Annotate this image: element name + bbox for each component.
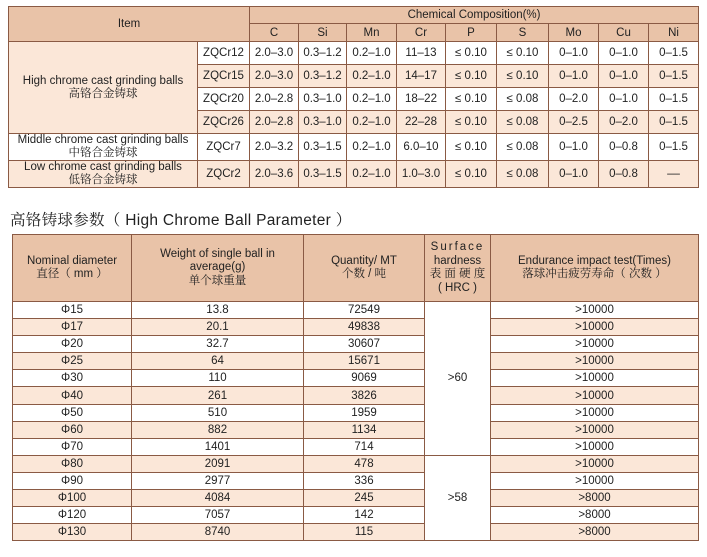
impact-cell: >10000 [491,421,699,438]
grade-group-cell [9,134,198,161]
composition-value: 0.2–1.0 [347,161,397,188]
impact-cell: >10000 [491,404,699,421]
composition-value: ≤ 0.10 [446,161,497,188]
quantity-cell: 15671 [304,353,425,370]
weight-cell: 261 [132,387,304,404]
composition-value: 0–1.0 [599,88,649,111]
weight-cell: 64 [132,353,304,370]
ball-row [13,472,699,489]
ball-row [13,524,699,541]
ball-row [13,404,699,421]
ball-row [13,455,699,472]
weight-cell: 882 [132,421,304,438]
quantity-cell: 30607 [304,336,425,353]
composition-value: 2.0–3.0 [250,42,299,65]
composition-value: ≤ 0.10 [446,88,497,111]
diameter-cell: Φ60 [13,421,132,438]
element-header: P [446,24,497,42]
hardness-header-unit: ( HRC ) [438,281,477,294]
composition-value: ≤ 0.08 [497,134,549,161]
composition-value: 0–0.8 [599,134,649,161]
composition-value: 0–1.0 [549,65,599,88]
weight-header [132,235,304,302]
grade-code: ZQCr7 [198,134,250,161]
composition-value: 2.0–3.2 [250,134,299,161]
ball-row [13,438,699,455]
diameter-cell: Φ25 [13,353,132,370]
grade-code: ZQCr12 [198,42,250,65]
quantity-header-cn: 个数 / 吨 [341,268,387,280]
hardness-header-en-2: hardness [433,254,482,267]
composition-row [9,134,699,161]
quantity-cell: 478 [304,455,425,472]
weight-cell: 32.7 [132,336,304,353]
composition-value: ≤ 0.10 [497,42,549,65]
grade-group-name-cn: 高铬合金铸球 [68,87,138,100]
weight-cell: 2091 [132,455,304,472]
impact-cell: >10000 [491,472,699,489]
composition-value: 0–1.5 [649,65,699,88]
impact-cell: >8000 [491,490,699,507]
weight-cell: 8740 [132,524,304,541]
grade-group-cell [9,161,198,188]
composition-value: 2.0–2.8 [250,111,299,134]
grade-code: ZQCr2 [198,161,250,188]
impact-cell: >10000 [491,370,699,387]
composition-value: ≤ 0.08 [497,88,549,111]
diameter-cell: Φ70 [13,438,132,455]
impact-header [491,235,699,302]
composition-value: ≤ 0.10 [446,42,497,65]
composition-value: 0–1.5 [649,42,699,65]
composition-value: 0.3–1.0 [299,88,347,111]
quantity-header-en: Quantity/ MT [331,254,397,267]
quantity-cell: 72549 [304,302,425,319]
hardness-header-en-1: Surface [430,241,485,253]
ball-row [13,319,699,336]
composition-value: 0–1.5 [649,134,699,161]
composition-value: ≤ 0.10 [446,134,497,161]
composition-value: 2.0–3.6 [250,161,299,188]
impact-cell: >10000 [491,353,699,370]
impact-cell: >10000 [491,438,699,455]
composition-value: 0.2–1.0 [347,88,397,111]
composition-value: ≤ 0.08 [497,161,549,188]
composition-value: ≤ 0.10 [446,111,497,134]
chemical-composition-table [8,6,699,188]
quantity-cell: 1134 [304,421,425,438]
diameter-header [13,235,132,302]
quantity-header [304,235,425,302]
grade-group-name-cn: 低铬合金铸球 [68,174,138,186]
impact-cell: >8000 [491,524,699,541]
composition-value: 0.2–1.0 [347,134,397,161]
impact-cell: >10000 [491,387,699,404]
diameter-cell: Φ130 [13,524,132,541]
quantity-cell: 336 [304,472,425,489]
impact-header-cn: 落球冲击疲劳寿命（ 次数 ） [522,268,667,280]
hardness-header [425,235,491,302]
weight-header-cn: 单个球重量 [188,274,247,287]
composition-value: 0.3–1.2 [299,42,347,65]
element-header: Ni [649,24,699,42]
weight-cell: 13.8 [132,302,304,319]
grade-group-cell [9,42,198,134]
weight-cell: 4084 [132,490,304,507]
hardness-cell: >58 [425,455,491,540]
ball-row [13,336,699,353]
grade-code: ZQCr26 [198,111,250,134]
composition-value: 0.3–1.0 [299,111,347,134]
element-header: Cu [599,24,649,42]
weight-header-en: Weight of single ball in average(g) [160,247,275,274]
quantity-cell: 1959 [304,404,425,421]
grade-code: ZQCr20 [198,88,250,111]
diameter-cell: Φ120 [13,507,132,524]
impact-header-en: Endurance impact test(Times) [518,254,671,267]
composition-value: 0–1.0 [549,42,599,65]
grade-code: ZQCr15 [198,65,250,88]
quantity-cell: 49838 [304,319,425,336]
composition-value: 22–28 [397,111,446,134]
ball-row [13,421,699,438]
hardness-header-cn: 表 面 硬 度 [429,268,486,280]
composition-value: 11–13 [397,42,446,65]
composition-value: ≤ 0.10 [446,65,497,88]
element-header: Si [299,24,347,42]
ball-row [13,490,699,507]
weight-cell: 1401 [132,438,304,455]
element-header: Mn [347,24,397,42]
ball-row [13,302,699,319]
diameter-cell: Φ17 [13,319,132,336]
grade-group-name-en: Middle chrome cast grinding balls [17,134,189,146]
composition-value: –– [649,161,699,188]
chemical-composition-header: Chemical Composition(%) [250,7,699,24]
ball-row [13,353,699,370]
composition-value: 0.2–1.0 [347,111,397,134]
ball-parameter-table [12,234,699,541]
weight-cell: 510 [132,404,304,421]
quantity-cell: 142 [304,507,425,524]
ball-row [13,370,699,387]
composition-value: 0.3–1.2 [299,65,347,88]
composition-value: 14–17 [397,65,446,88]
diameter-cell: Φ80 [13,455,132,472]
composition-row [9,42,699,65]
impact-cell: >10000 [491,319,699,336]
composition-value: 0–2.0 [549,88,599,111]
impact-cell: >10000 [491,336,699,353]
element-header: Cr [397,24,446,42]
composition-value: 0–1.0 [549,134,599,161]
quantity-cell: 714 [304,438,425,455]
diameter-cell: Φ90 [13,472,132,489]
composition-value: ≤ 0.10 [497,65,549,88]
composition-value: 0–2.5 [549,111,599,134]
diameter-cell: Φ15 [13,302,132,319]
composition-value: 6.0–10 [397,134,446,161]
weight-cell: 2977 [132,472,304,489]
element-header: C [250,24,299,42]
section-title: 高铬铸球参数（ High Chrome Ball Parameter ） [10,212,352,229]
composition-value: 0–0.8 [599,161,649,188]
ball-row [13,387,699,404]
composition-value: 2.0–3.0 [250,65,299,88]
quantity-cell: 3826 [304,387,425,404]
element-header: S [497,24,549,42]
diameter-cell: Φ20 [13,336,132,353]
quantity-cell: 115 [304,524,425,541]
hardness-cell: >60 [425,302,491,456]
composition-value: 2.0–2.8 [250,88,299,111]
weight-cell: 7057 [132,507,304,524]
grade-group-name-en: High chrome cast grinding balls [22,74,184,87]
impact-cell: >10000 [491,302,699,319]
diameter-cell: Φ40 [13,387,132,404]
diameter-cell: Φ50 [13,404,132,421]
composition-value: 0.3–1.5 [299,161,347,188]
composition-value: ≤ 0.08 [497,111,549,134]
composition-value: 1.0–3.0 [397,161,446,188]
composition-value: 0–1.0 [599,42,649,65]
composition-value: 0.2–1.0 [347,42,397,65]
grade-group-name-en: Low chrome cast grinding balls [24,161,182,173]
diameter-cell: Φ100 [13,490,132,507]
composition-value: 0–1.5 [649,88,699,111]
grade-group-name-cn: 中铬合金铸球 [68,147,138,159]
weight-cell: 110 [132,370,304,387]
composition-value: 0.3–1.5 [299,134,347,161]
composition-row [9,161,699,188]
composition-value: 18–22 [397,88,446,111]
composition-value: 0–1.0 [599,65,649,88]
impact-cell: >10000 [491,455,699,472]
item-header: Item [9,7,250,42]
element-header: Mo [549,24,599,42]
ball-row [13,507,699,524]
impact-cell: >8000 [491,507,699,524]
diameter-cell: Φ30 [13,370,132,387]
quantity-cell: 9069 [304,370,425,387]
diameter-header-cn: 直径（ mm ） [36,268,108,280]
composition-value: 0–2.0 [599,111,649,134]
composition-value: 0–1.5 [649,111,699,134]
composition-value: 0.2–1.0 [347,65,397,88]
quantity-cell: 245 [304,490,425,507]
diameter-header-en: Nominal diameter [26,254,118,267]
composition-value: 0–1.0 [549,161,599,188]
weight-cell: 20.1 [132,319,304,336]
